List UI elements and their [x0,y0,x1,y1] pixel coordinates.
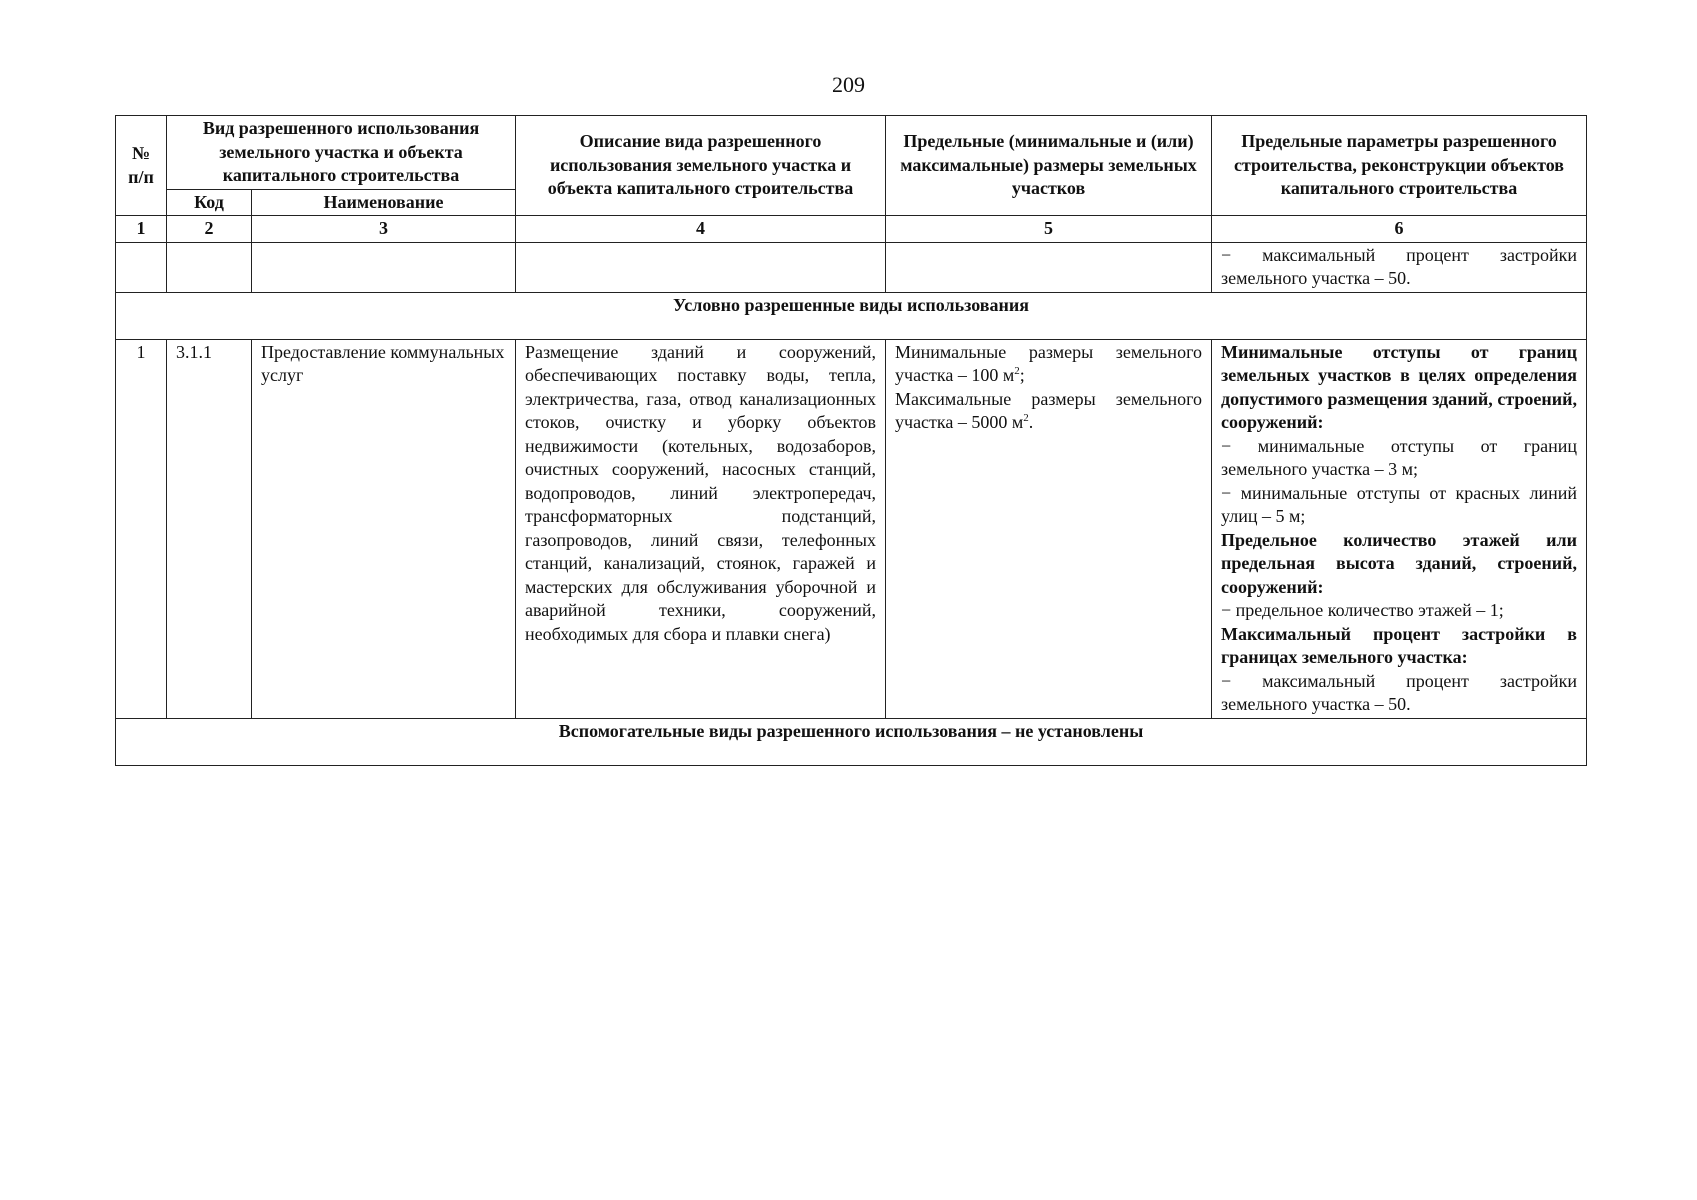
params-heading-coverage: Максимальный процент застройки в границах земельного участка: [1221,623,1578,667]
max-size-text: Максимальные размеры земельного участка – 5000 м [895,388,1203,432]
min-size-text: Минимальные размеры земельного участка – 100 м [895,341,1203,385]
row-construction-params [1212,339,1587,718]
continued-row [116,242,1587,292]
section-title-conditional: Условно разрешенные виды использования [116,292,1587,339]
column-numbers-row [116,216,1587,243]
page-number: 209 [832,72,865,97]
min-size-tail: ; [1019,365,1025,385]
params-heading-floors: Предельное количество этажей или предельная высота зданий, строений, сооружений: [1221,529,1578,597]
row-description: Размещение зданий и сооружений, обеспечивающих поставку воды, тепла, электричества, газа, отвод канализационных стоков, очистку и уборку объектов недвижимости (котельных, водозаборов, очистных сооружений, насосных станций, водопроводов, линий электропередач, трансформаторных подстанций, газопроводов, линий связи, телефонных станций, канализаций, стоянок, гаражей и мастерских для обслуживания уборочной и аварийной техники, сооружений, необходимых для сбора и плавки снега) [516,339,886,718]
max-size-tail: . [1028,412,1034,432]
row-plot-sizes [886,339,1212,718]
row-number: 1 [116,339,167,718]
params-item: − максимальный процент застройки земельного участка – 50. [1221,670,1578,714]
section-title-auxiliary: Вспомогательные виды разрешенного использования – не установлены [116,718,1587,765]
params-heading-setbacks: Минимальные отступы от границ земельных участков в целях определения допустимого размещения зданий, строений, сооружений: [1221,341,1578,432]
column-number: 6 [1212,216,1587,243]
min-size-sup: 2 [1014,365,1020,377]
header-number: № п/п [116,116,167,216]
column-number: 3 [252,216,516,243]
params-item: − минимальные отступы от границ земельного участка – 3 м; [1221,435,1578,479]
column-number: 1 [116,216,167,243]
section-conditional-row [116,292,1587,339]
row-name: Предоставление коммунальных услуг [252,339,516,718]
header-name: Наименование [252,189,516,216]
header-construction-params: Предельные параметры разрешенного строительства, реконструкции объектов капитального строительства [1212,116,1587,216]
column-number: 4 [516,216,886,243]
header-code: Код [167,189,252,216]
header-use-type-group: Вид разрешенного использования земельного участка и объекта капитального строительства [167,116,516,190]
max-size-sup: 2 [1023,412,1029,424]
continued-params-cell: − максимальный процент застройки земельного участка – 50. [1212,242,1587,292]
row-code: 3.1.1 [167,339,252,718]
table-row [116,339,1587,718]
column-number: 2 [167,216,252,243]
land-use-table [115,115,1587,766]
header-plot-sizes: Предельные (минимальные и (или) максимальные) размеры земельных участков [886,116,1212,216]
header-description: Описание вида разрешенного использования земельного участка и объекта капитального строительства [516,116,886,216]
params-item: − минимальные отступы от красных линий улиц – 5 м; [1221,482,1578,526]
section-auxiliary-row [116,718,1587,765]
params-item: − предельное количество этажей – 1; [1221,600,1504,620]
column-number: 5 [886,216,1212,243]
